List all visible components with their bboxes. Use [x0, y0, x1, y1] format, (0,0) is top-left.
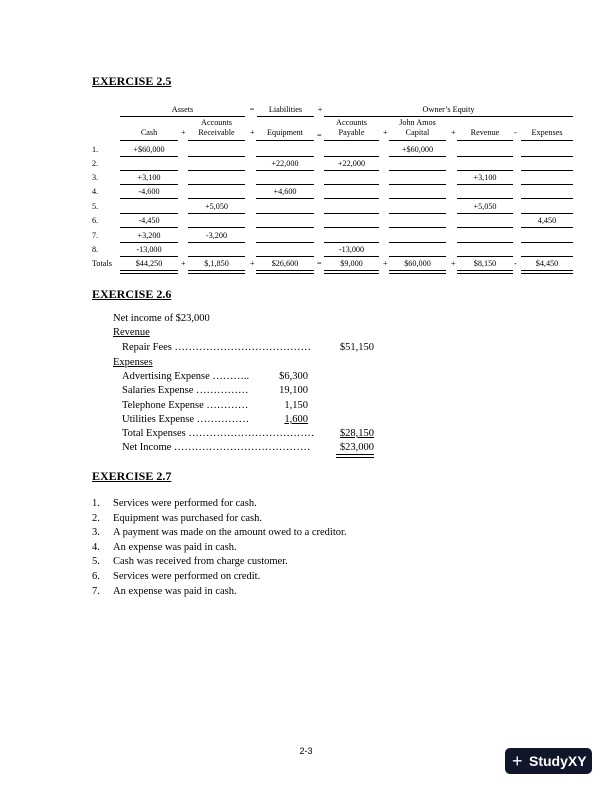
- table-cell: +3,100: [137, 173, 161, 182]
- column-header: Revenue: [470, 127, 500, 137]
- statement-line: Utilities Expense ……………: [122, 414, 250, 425]
- table-cell: +5,050: [204, 202, 229, 211]
- total-operator: +: [383, 259, 388, 268]
- total-amount: $28,150: [339, 428, 374, 439]
- liabilities-header: Liabilities: [268, 105, 303, 114]
- row-number: 8.: [92, 245, 99, 254]
- header-operator: +: [181, 128, 186, 137]
- list-item: A payment was made on the amount owed to a creditor.: [113, 527, 347, 539]
- list-item-number: 7.: [92, 585, 100, 597]
- header-operator: +: [451, 128, 456, 137]
- exercise-2-5-title: EXERCISE 2.5: [92, 74, 172, 88]
- statement-line: Advertising Expense ………..: [122, 371, 250, 382]
- table-cell: +4,600: [273, 187, 297, 196]
- list-item: Equipment was purchased for cash.: [113, 512, 262, 524]
- expense-amount: 1,150: [284, 400, 308, 411]
- total-cell: $4,450: [535, 259, 559, 268]
- table-cell: -13,000: [136, 245, 162, 254]
- total-cell: $8,150: [473, 259, 497, 268]
- row-number: 7.: [92, 231, 99, 240]
- table-cell: -4,450: [138, 216, 160, 225]
- table-cell: 4,450: [537, 216, 557, 225]
- statement-line: Net Income …………………………………: [122, 442, 311, 453]
- column-header: Accounts Receivable: [198, 118, 235, 137]
- table-cell: +5,050: [473, 202, 497, 211]
- total-operator: +: [250, 259, 255, 268]
- list-item: An expense was paid in cash.: [113, 541, 237, 553]
- table-cell: -13,000: [338, 245, 365, 254]
- expense-amount: 19,100: [279, 385, 308, 396]
- table-cell: +$60,000: [401, 145, 434, 154]
- row-number: 6.: [92, 216, 99, 225]
- list-item: Services were performed for cash.: [113, 498, 257, 509]
- row-number: 4.: [92, 187, 99, 196]
- row-number: 3.: [92, 173, 99, 182]
- row-number: 5.: [92, 202, 99, 211]
- assets-header: Assets: [171, 105, 194, 114]
- column-header: Accounts Payable: [336, 118, 367, 137]
- list-item: Cash was received from charge customer.: [113, 556, 288, 568]
- total-operator: -: [514, 259, 517, 268]
- double-underline: [336, 454, 374, 458]
- total-cell: $60,000: [404, 259, 431, 268]
- list-item-number: 6.: [92, 571, 100, 582]
- exercise-2-7-title: EXERCISE 2.7: [92, 469, 172, 483]
- table-cell: +$60,000: [133, 145, 165, 154]
- statement-line: Net income of $23,000: [113, 313, 210, 324]
- equals-sign: =: [249, 105, 255, 114]
- page-number: 2-3: [299, 746, 313, 756]
- list-item-number: 4.: [92, 541, 100, 553]
- total-operator: +: [451, 259, 456, 268]
- table-cell: +3,200: [137, 231, 161, 240]
- header-operator: =: [317, 131, 322, 140]
- plus-sign: +: [317, 105, 323, 114]
- expense-amount: $6,300: [279, 371, 308, 382]
- header-operator: +: [383, 128, 388, 137]
- statement-line: Repair Fees …………………………………: [122, 342, 311, 353]
- list-item-number: 5.: [92, 556, 100, 568]
- list-item: Services were performed on credit.: [113, 571, 261, 582]
- totals-label: Totals: [92, 259, 112, 268]
- column-header: Expenses: [531, 127, 563, 137]
- total-cell: $9,000: [340, 259, 363, 268]
- column-header: Equipment: [267, 127, 303, 137]
- exercise-2-6-title: EXERCISE 2.6: [92, 287, 172, 301]
- table-cell: +22,000: [337, 159, 366, 168]
- list-item-number: 2.: [92, 512, 100, 524]
- header-operator: +: [250, 128, 255, 137]
- statement-line: Revenue: [113, 327, 150, 338]
- table-cell: +3,100: [473, 173, 497, 182]
- total-amount: $51,150: [339, 342, 374, 353]
- statement-line: Expenses: [113, 357, 153, 368]
- table-cell: -4,600: [138, 187, 160, 196]
- statement-line: Telephone Expense …………: [122, 400, 249, 411]
- header-operator: -: [514, 128, 517, 137]
- row-number: 2.: [92, 159, 99, 168]
- total-cell: $26,600: [271, 259, 299, 268]
- studyxy-badge[interactable]: [505, 748, 592, 774]
- row-number: 1.: [92, 145, 99, 154]
- total-operator: +: [181, 259, 186, 268]
- total-amount: $23,000: [339, 442, 374, 453]
- list-item-number: 1.: [92, 498, 100, 509]
- list-item: An expense was paid in cash.: [113, 585, 237, 597]
- total-operator: =: [317, 259, 322, 268]
- expense-amount: 1,600: [284, 414, 308, 425]
- total-cell: $44,250: [135, 259, 163, 268]
- table-cell: +22,000: [271, 159, 299, 168]
- plus-icon: +: [512, 751, 523, 771]
- column-header: John Amos Capital: [399, 118, 436, 137]
- column-header: Cash: [140, 127, 158, 137]
- statement-line: Total Expenses ………………………………: [122, 428, 315, 439]
- owners-equity-header: Owner’s Equity: [422, 105, 475, 114]
- list-item-number: 3.: [92, 527, 100, 539]
- total-cell: $,1,850: [204, 259, 229, 268]
- table-cell: -3,200: [205, 231, 228, 240]
- badge-label: StudyXY: [529, 753, 587, 769]
- statement-line: Salaries Expense ……………: [122, 385, 249, 396]
